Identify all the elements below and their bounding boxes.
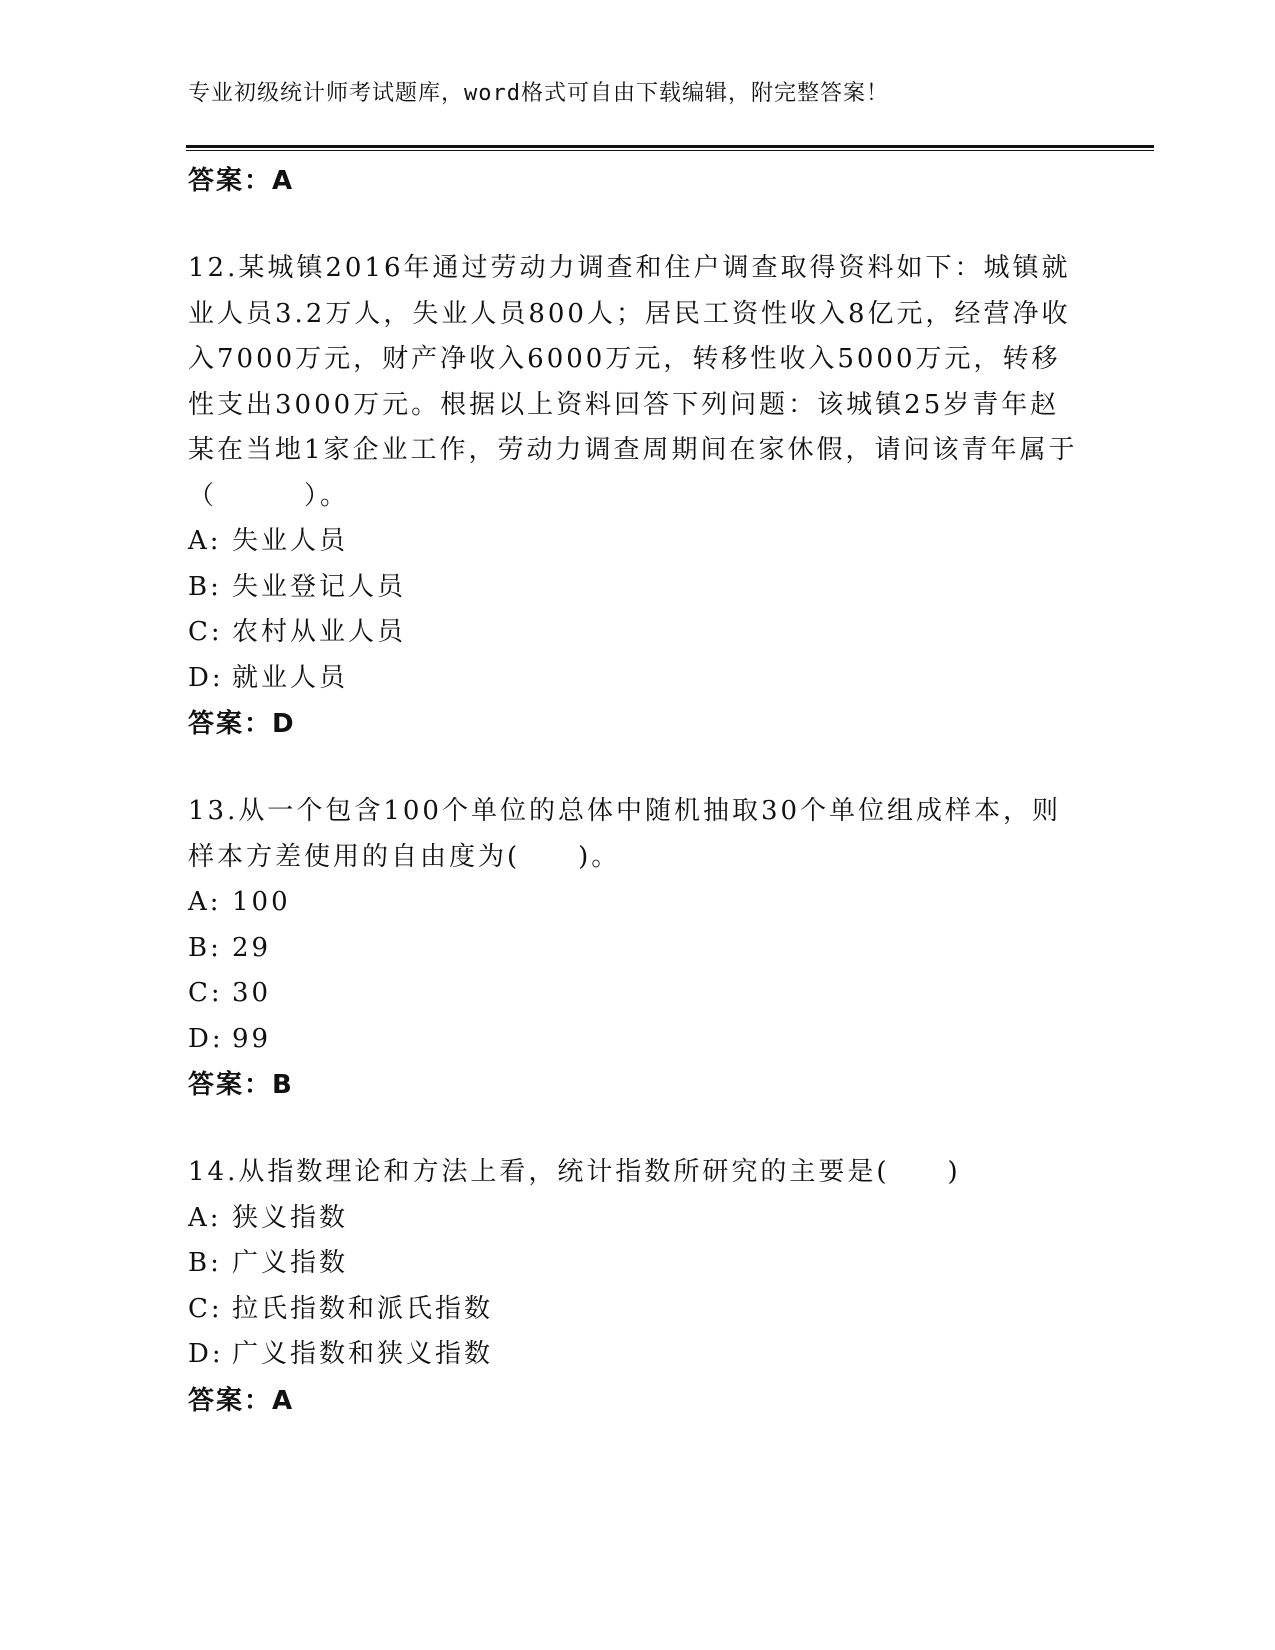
option-14-a — [188, 1196, 1088, 1242]
spacer — [188, 1108, 1088, 1150]
option-13-c — [188, 971, 1088, 1017]
spacer — [188, 747, 1088, 789]
option-text: 广义指数和狭义指数 — [232, 1339, 494, 1369]
option-text: 30 — [232, 978, 272, 1008]
option-text: 广义指数 — [232, 1248, 349, 1278]
option-letter: B: — [188, 932, 222, 963]
question-14: 14.从指数理论和方法上看，统计指数所研究的主要是( ) — [188, 1157, 961, 1187]
option-letter: D: — [188, 1023, 224, 1054]
option-letter: C: — [188, 1293, 223, 1324]
option-text: 29 — [232, 932, 272, 963]
option-letter: B: — [188, 1248, 222, 1278]
option-letter: A: — [188, 887, 222, 917]
option-12-b — [188, 565, 1088, 611]
option-letter: D: — [188, 662, 224, 693]
header-rule-thin — [186, 150, 1154, 151]
content — [188, 158, 1088, 1424]
option-14-b — [188, 1241, 1088, 1287]
question-13: 13.从一个包含100个单位的总体中随机抽取30个单位组成样本，则样本方差使用的自由度为( )。 — [188, 796, 1062, 872]
option-text: 100 — [232, 887, 291, 917]
option-text: 拉氏指数和派氏指数 — [232, 1293, 494, 1324]
option-letter: A: — [188, 1202, 222, 1233]
option-12-c — [188, 610, 1088, 656]
answer-q12: 答案：D — [188, 709, 296, 739]
option-13-d — [188, 1017, 1088, 1063]
option-text: 就业人员 — [232, 662, 349, 693]
option-12-d — [188, 656, 1088, 702]
question-12: 12.某城镇2016年通过劳动力调查和住户调查取得资料如下：城镇就业人员3.2万人，失业人员800人；居民工资性收入8亿元，经营净收入7000万元，财产净收入6000万元，转移性收入5000万元，转移性支出3000万元。根据以上资料回答下列问题：该城镇25岁青年赵某在当地1家企业工作，劳动力调查周期间在家休假，请问该青年属于（ ）。 — [188, 253, 1078, 511]
option-letter: D: — [188, 1339, 224, 1369]
option-12-a — [188, 519, 1088, 565]
option-text: 99 — [232, 1023, 272, 1054]
spacer — [188, 204, 1088, 246]
header-rule-thick — [186, 145, 1154, 148]
option-text: 失业人员 — [232, 526, 349, 556]
option-letter: B: — [188, 571, 222, 602]
option-14-c — [188, 1287, 1088, 1333]
option-letter: C: — [188, 978, 223, 1008]
option-text: 失业登记人员 — [232, 571, 407, 602]
header-note: 专业初级统计师考试题库，word格式可自由下载编辑，附完整答案！ — [188, 81, 889, 106]
option-14-d — [188, 1332, 1088, 1378]
answer-q11: 答案：A — [188, 166, 295, 196]
option-text: 农村从业人员 — [232, 617, 407, 647]
option-13-b — [188, 926, 1088, 972]
option-text: 狭义指数 — [232, 1202, 349, 1233]
answer-q13: 答案：B — [188, 1070, 294, 1100]
option-13-a — [188, 880, 1088, 926]
option-letter: C: — [188, 617, 223, 647]
answer-q14: 答案：A — [188, 1385, 295, 1416]
option-letter: A: — [188, 526, 222, 556]
